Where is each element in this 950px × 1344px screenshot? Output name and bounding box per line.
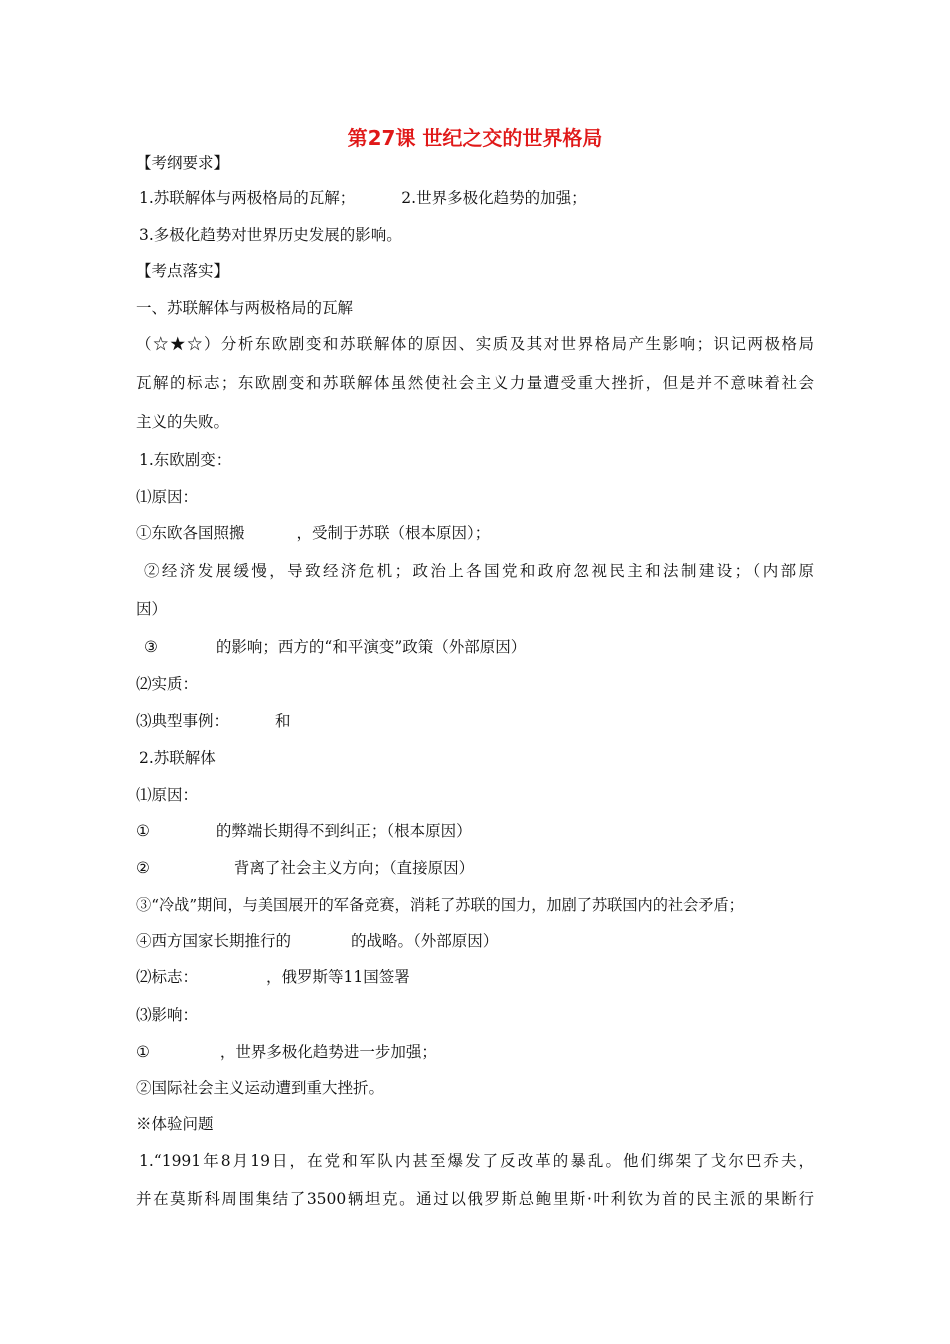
dongou-yuanyin: ⑴原因：: [136, 488, 199, 506]
sulian-biaozhi: ⑵标志： ，俄罗斯等11国签署: [136, 968, 410, 986]
section-heading-gangyao: 【考纲要求】: [136, 154, 230, 172]
sulian-heading: 2.苏联解体: [139, 749, 216, 767]
question-1-line-1: 1.“1991年8月19日，在党和军队内甚至爆发了反改革的暴乱。他们绑架了戈尔巴乔夫，: [139, 1152, 814, 1170]
sulian-yingxiang: ⑶影响：: [136, 1006, 199, 1024]
dongou-reason-2-cont: 因）: [136, 600, 168, 618]
sulian-reason-3: ③“冷战”期间，与美国展开的军备竞赛，消耗了苏联的国力，加剧了苏联国内的社会矛盾；: [136, 896, 744, 914]
intro-line-3: 主义的失败。: [136, 413, 230, 431]
outline-item-1: 1.苏联解体与两极格局的瓦解；: [139, 189, 356, 207]
outline-item-3: 3.多极化趋势对世界历史发展的影响。: [139, 226, 402, 244]
intro-line-1: （☆★☆）分析东欧剧变和苏联解体的原因、实质及其对世界格局产生影响；识记两极格局: [136, 335, 814, 353]
dongou-shili: ⑶典型事例： 和: [136, 712, 291, 730]
page-title: 第27课 世纪之交的世界格局: [347, 126, 603, 150]
part1-heading: 一、苏联解体与两极格局的瓦解: [136, 299, 354, 317]
sulian-reason-1: ① 的弊端长期得不到纠正；（根本原因）: [136, 822, 472, 840]
sulian-effect-2: ②国际社会主义运动遭到重大挫折。: [136, 1079, 385, 1097]
dongou-shizhi: ⑵实质：: [136, 675, 199, 693]
section-heading-kaodian: 【考点落实】: [136, 262, 230, 280]
sulian-yuanyin: ⑴原因：: [136, 786, 199, 804]
dongou-reason-1: ①东欧各国照搬 ，受制于苏联（根本原因）；: [136, 524, 491, 542]
sulian-reason-2: ② 背离了社会主义方向；（直接原因）: [136, 859, 475, 877]
sulian-effect-1: ① ，世界多极化趋势进一步加强；: [136, 1043, 437, 1061]
outline-item-1-2: [139, 187, 587, 209]
dongou-reason-2: ②经济发展缓慢，导致经济危机；政治上各国党和政府忽视民主和法制建设；（内部原: [144, 562, 814, 580]
dongou-reason-3: ③ 的影响；西方的“和平演变”政策（外部原因）: [144, 638, 527, 656]
sulian-reason-4: ④西方国家长期推行的 的战略。（外部原因）: [136, 932, 499, 950]
question-1-line-2: 并在莫斯科周围集结了3500辆坦克。通过以俄罗斯总鲍里斯·叶利钦为首的民主派的果断行: [136, 1190, 814, 1208]
dongou-heading: 1.东欧剧变：: [139, 451, 232, 469]
intro-line-2: 瓦解的标志；东欧剧变和苏联解体虽然使社会主义力量遭受重大挫折，但是并不意味着社会: [136, 374, 814, 392]
tiyan-heading: ※体验问题: [136, 1115, 214, 1133]
outline-item-2: 2.世界多极化趋势的加强；: [401, 189, 587, 207]
